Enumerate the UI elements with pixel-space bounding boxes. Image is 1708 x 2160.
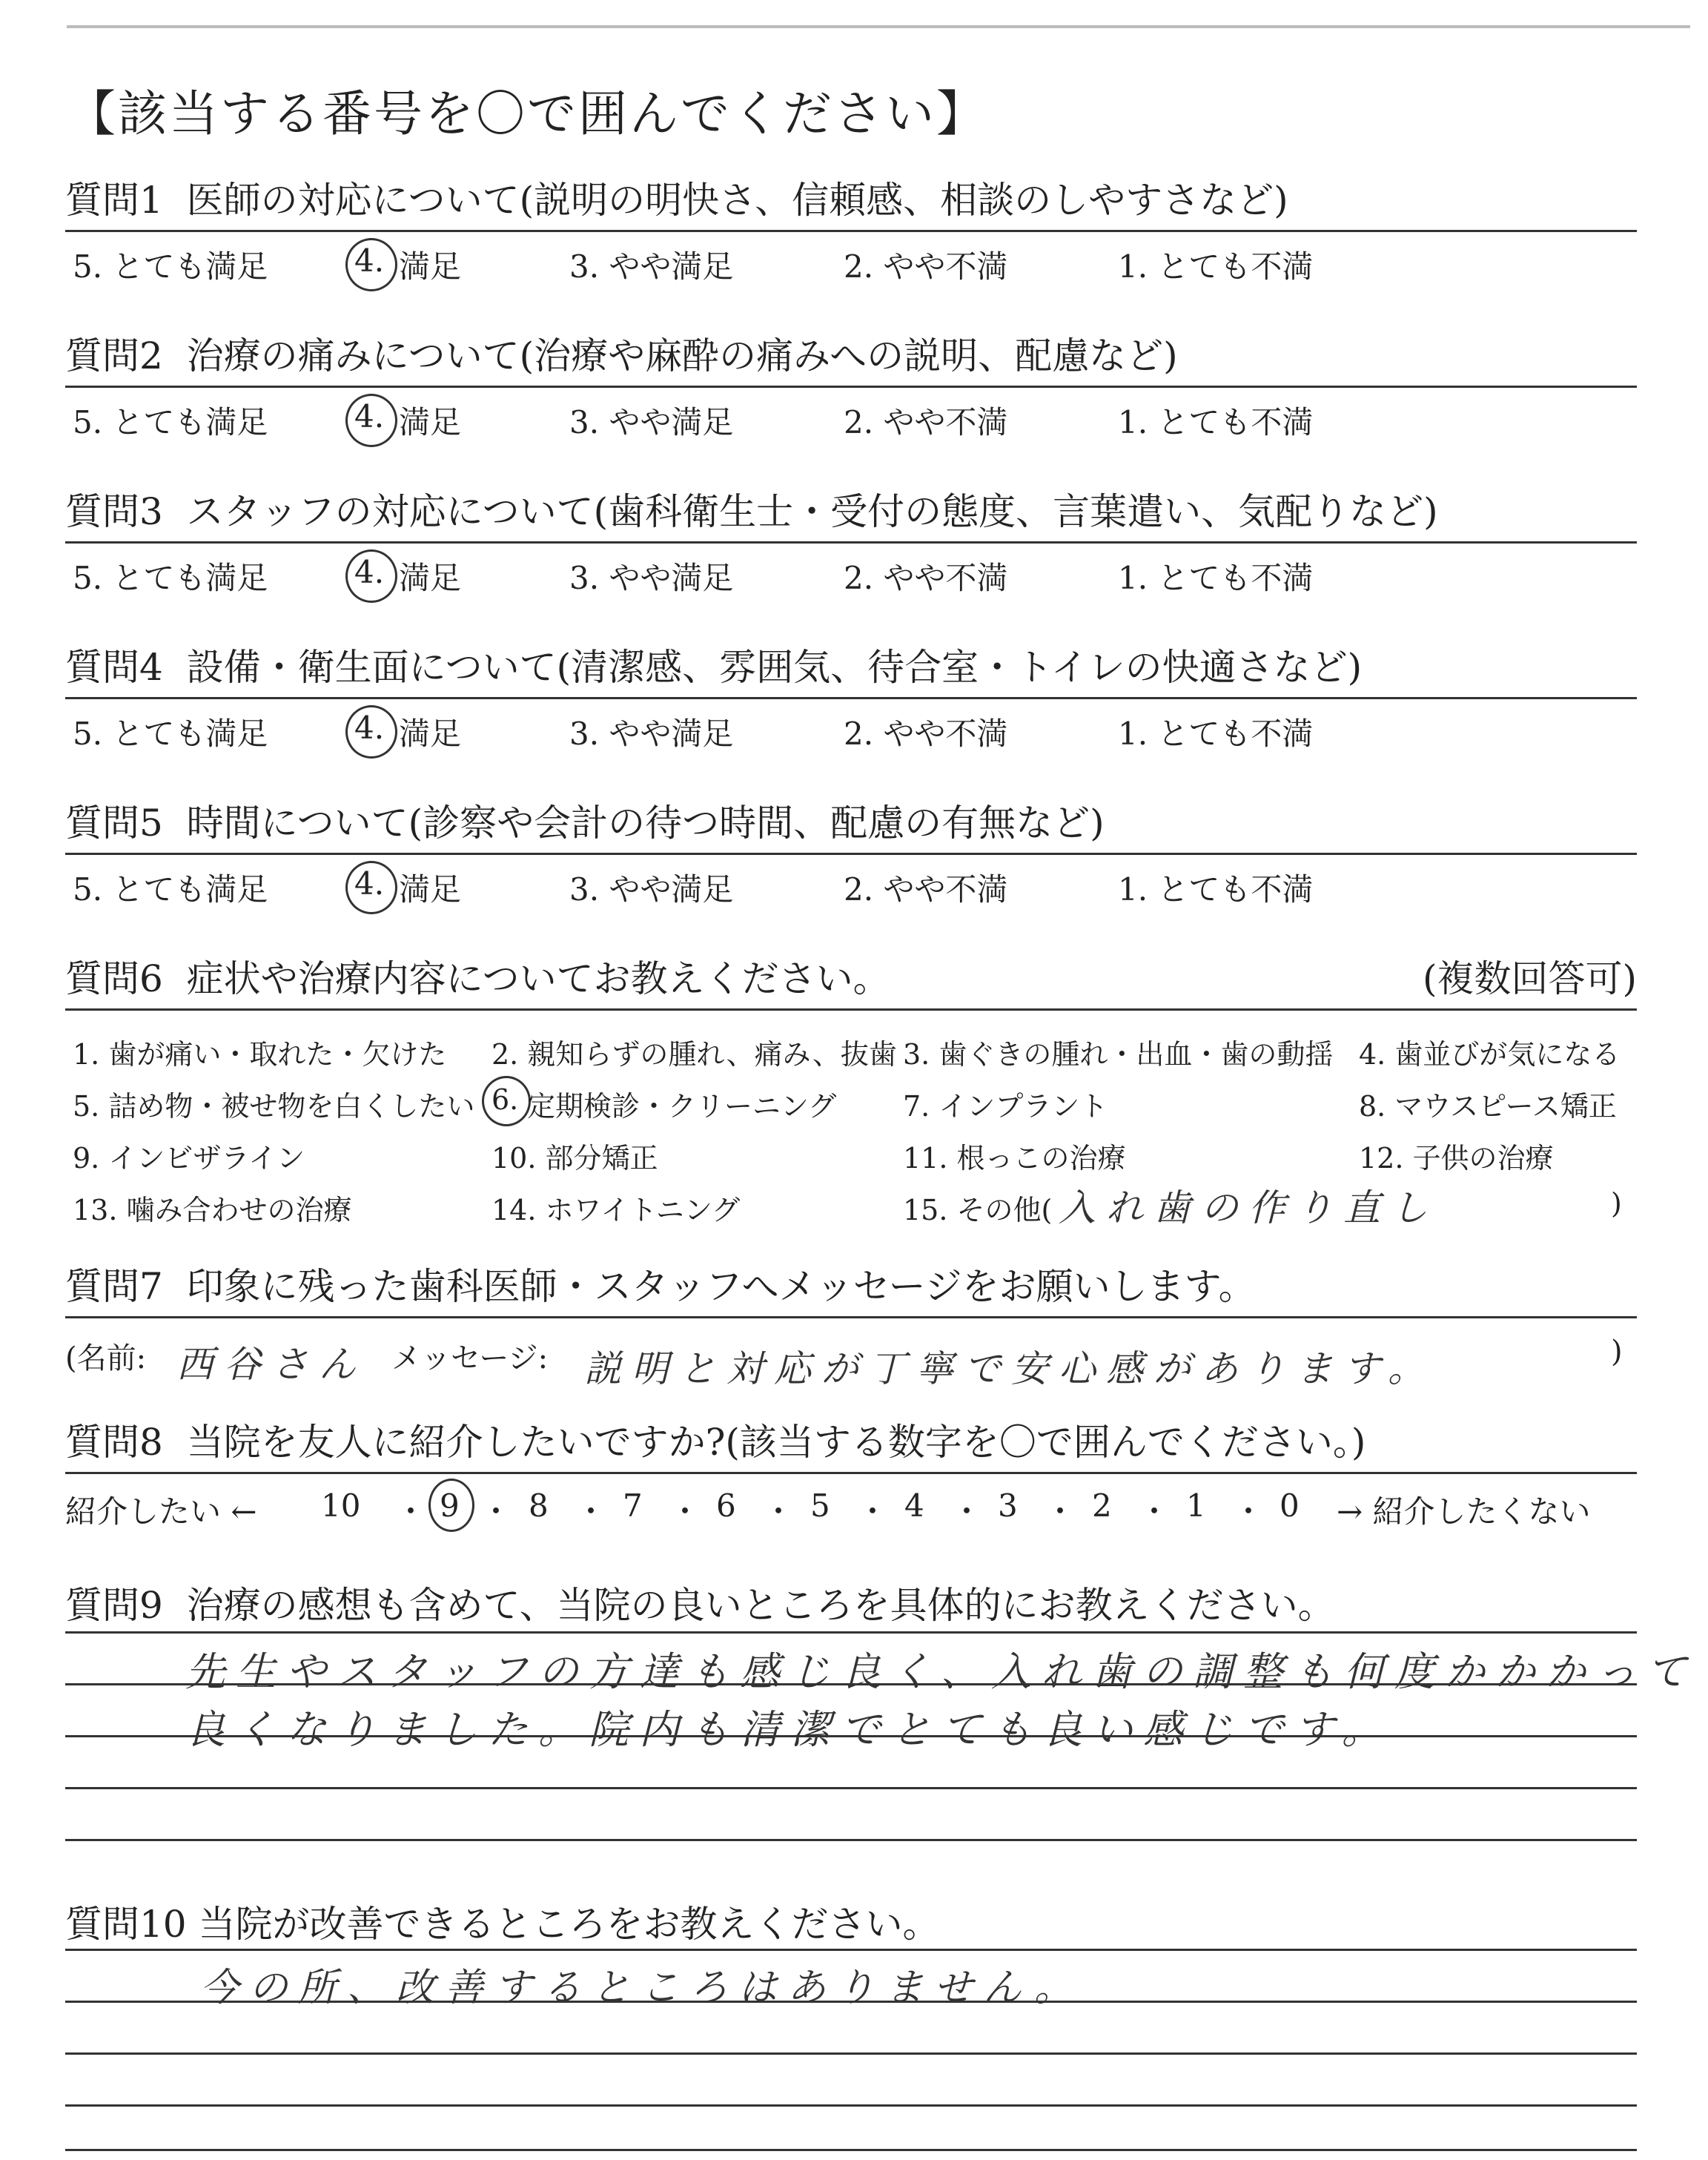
symptom-option[interactable]: 10. 部分矯正 (491, 1142, 658, 1175)
option-3[interactable]: 3. やや満足 (569, 716, 734, 752)
question-4 (65, 638, 1637, 759)
question-4-heading (65, 638, 1637, 699)
answer-line (65, 1949, 1637, 1951)
question-text: 当院が改善できるところをお教えください。 (198, 1903, 940, 1946)
symptom-option[interactable]: 14. ホワイトニング (491, 1194, 741, 1226)
scale-dot: ・ (669, 1493, 701, 1530)
question-2 (65, 326, 1637, 447)
question-7 (65, 1257, 1637, 1389)
symptom-option[interactable]: 13. 噛み合わせの治療 (73, 1194, 352, 1226)
scale-left-label: 紹介したい ← (65, 1493, 257, 1530)
question-6 (65, 949, 1637, 1229)
question-8 (65, 1413, 1637, 1530)
question-3 (65, 482, 1637, 603)
scale-value-8[interactable]: 8 (529, 1487, 549, 1524)
question-label: 質問10 (65, 1903, 187, 1946)
options-row (65, 232, 1637, 291)
selection-circle (345, 705, 397, 759)
option-3[interactable]: 3. やや満足 (569, 404, 734, 440)
question-6-heading (65, 949, 1637, 1011)
answer-line (65, 2052, 1637, 2055)
selection-circle (428, 1479, 474, 1532)
q9-answer-line-2[interactable]: 良くなりました。院内も清潔でとても良い感じです。 (185, 1706, 1392, 1753)
scale-dot: ・ (857, 1493, 889, 1530)
staff-name-handwritten[interactable]: 西谷さん (176, 1343, 366, 1386)
question-9 (65, 1576, 1637, 1635)
symptom-option-selected[interactable]: 6. (491, 1083, 519, 1116)
options-row (65, 699, 1637, 759)
selection-circle (345, 861, 397, 914)
question-text: 治療の痛みについて(治療や麻酔の痛みへの説明、配慮など) (186, 334, 1178, 377)
scale-value-7[interactable]: 7 (623, 1487, 643, 1524)
option-5[interactable]: 5. とても満足 (73, 560, 268, 596)
question-7-heading (65, 1257, 1637, 1318)
symptom-option[interactable]: 4. 歯並びが気になる (1359, 1038, 1621, 1071)
scale-dot: ・ (395, 1493, 427, 1530)
name-label: (名前: (65, 1341, 147, 1375)
option-2[interactable]: 2. やや不満 (844, 404, 1008, 440)
question-label: 質問3 (65, 490, 163, 533)
option-4-label: 満足 (399, 560, 462, 596)
question-10-heading (65, 1895, 1637, 1954)
option-1[interactable]: 1. とても不満 (1118, 248, 1314, 285)
option-3[interactable]: 3. やや満足 (569, 871, 734, 908)
question-label: 質問6 (65, 957, 163, 1000)
options-row (65, 855, 1637, 914)
scale-value-2[interactable]: 2 (1092, 1487, 1112, 1524)
question-8-heading (65, 1413, 1637, 1474)
question-label: 質問7 (65, 1265, 163, 1308)
top-rule (67, 25, 1690, 28)
symptom-option[interactable]: 11. 根っこの治療 (903, 1142, 1126, 1175)
question-2-heading (65, 326, 1637, 388)
scale-dot: ・ (951, 1493, 983, 1530)
selection-circle (345, 549, 397, 603)
option-1[interactable]: 1. とても不満 (1118, 871, 1314, 908)
symptom-option-label: 定期検診・クリーニング (527, 1090, 837, 1123)
question-label: 質問1 (65, 179, 163, 222)
question-5 (65, 793, 1637, 914)
question-label: 質問2 (65, 334, 163, 377)
message-row (65, 1318, 1637, 1389)
other-close-paren: ) (1611, 1187, 1622, 1220)
scale-value-5[interactable]: 5 (810, 1487, 830, 1524)
symptom-option[interactable]: 1. 歯が痛い・取れた・欠けた (73, 1038, 447, 1071)
selection-circle (345, 394, 397, 447)
scale-dot: ・ (575, 1493, 607, 1530)
scale-value-9-selected[interactable]: 9 (440, 1487, 460, 1524)
option-4-selected[interactable]: 4. (354, 710, 385, 746)
symptom-option[interactable]: 5. 詰め物・被せ物を白くしたい (73, 1090, 475, 1123)
question-5-heading (65, 793, 1637, 855)
answer-line (65, 2149, 1637, 2151)
scale-value-10[interactable]: 10 (321, 1487, 361, 1524)
option-3[interactable]: 3. やや満足 (569, 560, 734, 596)
option-1[interactable]: 1. とても不満 (1118, 716, 1314, 752)
answer-line (65, 1787, 1637, 1789)
question-text: スタッフの対応について(歯科衛生士・受付の態度、言葉遣い、気配りなど) (186, 490, 1438, 533)
question-text: 印象に残った歯科医師・スタッフへメッセージをお願いします。 (186, 1265, 1256, 1308)
question-text: 設備・衛生面について(清潔感、雰囲気、待合室・トイレの快適さなど) (186, 646, 1363, 689)
option-2[interactable]: 2. やや不満 (844, 871, 1008, 908)
scale-right-label: → 紹介したくない (1337, 1493, 1591, 1530)
option-1[interactable]: 1. とても不満 (1118, 404, 1314, 440)
option-4-label: 満足 (399, 716, 462, 752)
scale-dot: ・ (763, 1493, 795, 1530)
question-text: 医師の対応について(説明の明快さ、信頼感、相談のしやすさなど) (186, 179, 1288, 222)
symptom-option[interactable]: 12. 子供の治療 (1359, 1142, 1554, 1175)
q10-answer-line-1[interactable]: 今の所、改善するところはありません。 (200, 1966, 1084, 2010)
question-label: 質問8 (65, 1421, 163, 1464)
message-handwritten[interactable]: 説明と対応が丁寧で安心感があります。 (584, 1347, 1435, 1390)
scale-value-0[interactable]: 0 (1280, 1487, 1300, 1524)
symptom-option[interactable]: 2. 親知らずの腫れ、痛み、抜歯 (491, 1038, 897, 1071)
scale-value-6[interactable]: 6 (716, 1487, 736, 1524)
option-4-label: 満足 (399, 248, 462, 285)
scale-dot: ・ (480, 1493, 512, 1530)
option-5[interactable]: 5. とても満足 (73, 716, 268, 752)
option-5[interactable]: 5. とても満足 (73, 871, 268, 908)
option-4-selected[interactable]: 4. (354, 554, 385, 590)
option-4-selected[interactable]: 4. (354, 398, 385, 435)
option-5[interactable]: 5. とても満足 (73, 248, 268, 285)
answer-line (65, 2104, 1637, 2107)
question-3-heading (65, 482, 1637, 544)
question-text: 症状や治療内容についてお教えください。 (186, 957, 890, 1000)
scale-value-3[interactable]: 3 (998, 1487, 1018, 1524)
recommend-scale (65, 1474, 1637, 1530)
message-close-paren: ) (1611, 1335, 1623, 1369)
question-9-heading (65, 1576, 1637, 1635)
option-1[interactable]: 1. とても不満 (1118, 560, 1314, 596)
options-row (65, 388, 1637, 447)
q9-answer-line-1[interactable]: 先生やスタッフの方達も感じ良く、入れ歯の調整も何度かかかって (185, 1648, 1697, 1695)
scale-dot: ・ (1045, 1493, 1076, 1530)
option-2[interactable]: 2. やや不満 (844, 716, 1008, 752)
question-1-heading (65, 171, 1637, 232)
option-4-selected[interactable]: 4. (354, 865, 385, 902)
scale-dot: ・ (1233, 1493, 1265, 1530)
multiple-answer-hint: (複数回答可) (1422, 957, 1637, 1000)
question-text: 当院を友人に紹介したいですか?(該当する数字を〇で囲んでください。) (186, 1421, 1366, 1464)
selection-circle (345, 238, 397, 291)
option-4-label: 満足 (399, 871, 462, 908)
options-row (65, 544, 1637, 603)
option-2[interactable]: 2. やや不満 (844, 560, 1008, 596)
other-handwritten-answer: 入れ歯の作り直し (1059, 1186, 1438, 1229)
scale-value-1[interactable]: 1 (1186, 1487, 1206, 1524)
question-10 (65, 1895, 1637, 1954)
question-text: 時間について(診察や会計の待つ時間、配慮の有無など) (186, 802, 1105, 845)
question-text: 治療の感想も含めて、当院の良いところを具体的にお教えください。 (186, 1584, 1335, 1627)
symptom-option[interactable]: 8. マウスピース矯正 (1359, 1090, 1617, 1123)
option-3[interactable]: 3. やや満足 (569, 248, 734, 285)
symptom-option[interactable]: 7. インプラント (903, 1090, 1108, 1123)
question-label: 質問4 (65, 646, 163, 689)
page-title: 【該当する番号を〇で囲んでください】 (67, 85, 987, 142)
question-label: 質問9 (65, 1584, 163, 1627)
option-4-label: 満足 (399, 404, 462, 440)
question-label: 質問5 (65, 802, 163, 845)
question-1 (65, 171, 1637, 291)
symptom-option[interactable]: 9. インビザライン (73, 1142, 305, 1175)
option-4-selected[interactable]: 4. (354, 242, 385, 279)
symptom-option-other[interactable]: 15. その他( (903, 1194, 1053, 1226)
symptom-options (65, 1011, 1637, 1229)
option-5[interactable]: 5. とても満足 (73, 404, 268, 440)
answer-line (65, 1631, 1637, 1634)
option-2[interactable]: 2. やや不満 (844, 248, 1008, 285)
answer-line (65, 1839, 1637, 1841)
symptom-option[interactable]: 3. 歯ぐきの腫れ・出血・歯の動揺 (903, 1038, 1334, 1071)
scale-value-4[interactable]: 4 (904, 1487, 924, 1524)
message-label: メッセージ: (391, 1341, 549, 1375)
selection-circle (482, 1076, 531, 1126)
scale-dot: ・ (1139, 1493, 1171, 1530)
